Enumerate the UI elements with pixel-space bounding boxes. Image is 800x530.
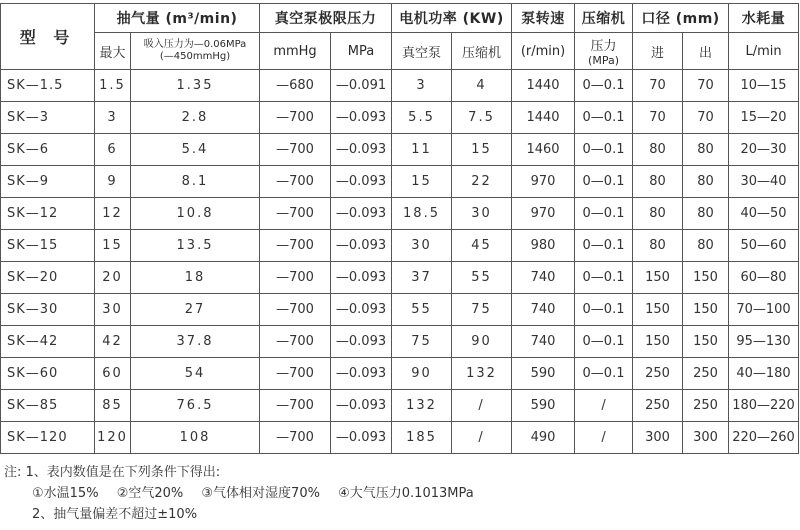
table-row [1, 294, 799, 326]
header-vacuum: 真空泵极限压力 [260, 4, 392, 33]
cell-water: 60—80 [729, 262, 799, 294]
cell-vacuum-mmhg: —700 [260, 262, 331, 294]
cell-power-pump: 185 [392, 422, 452, 454]
cell-speed: 1460 [512, 134, 575, 166]
note-line-2: 2、抽气量偏差不超过±10% [32, 507, 198, 522]
table-row [1, 422, 799, 454]
table-row [1, 198, 799, 230]
cell-vacuum-mpa: —0.093 [331, 166, 392, 198]
note-line-1: 注: 1、表内数值是在下列条件下得出: [4, 465, 221, 480]
cell-vacuum-mpa: —0.093 [331, 390, 392, 422]
cell-power-comp: 7.5 [452, 102, 512, 134]
cell-vacuum-mmhg: —700 [260, 102, 331, 134]
cell-speed: 740 [512, 262, 575, 294]
cell-flow-suction: 10.8 [131, 198, 260, 230]
cell-flow-suction: 13.5 [131, 230, 260, 262]
cell-vacuum-mpa: —0.093 [331, 358, 392, 390]
cell-speed: 980 [512, 230, 575, 262]
cell-flow-max: 15 [95, 230, 131, 262]
cell-power-comp: 75 [452, 294, 512, 326]
header-flow: 抽气量 (m³/min) [95, 4, 260, 33]
cell-diameter-out: 80 [683, 134, 729, 166]
header-diameter: 口径 (mm) [633, 4, 729, 33]
cell-vacuum-mpa: —0.093 [331, 134, 392, 166]
cell-flow-max: 12 [95, 198, 131, 230]
cell-power-comp: 30 [452, 198, 512, 230]
cell-model: SK—9 [1, 166, 95, 198]
cell-diameter-out: 70 [683, 70, 729, 102]
cell-model: SK—12 [1, 198, 95, 230]
cell-water: 95—130 [729, 326, 799, 358]
table-row [1, 358, 799, 390]
cell-speed: 490 [512, 422, 575, 454]
cell-flow-suction: 76.5 [131, 390, 260, 422]
cell-flow-suction: 54 [131, 358, 260, 390]
cell-power-comp: 4 [452, 70, 512, 102]
cell-power-comp: 55 [452, 262, 512, 294]
cell-power-pump: 75 [392, 326, 452, 358]
table-row [1, 70, 799, 102]
cell-vacuum-mpa: —0.093 [331, 262, 392, 294]
cell-vacuum-mmhg: —700 [260, 422, 331, 454]
cell-diameter-out: 250 [683, 358, 729, 390]
cell-power-comp: 90 [452, 326, 512, 358]
cell-diameter-in: 300 [633, 422, 683, 454]
header-water: 水耗量 [729, 4, 799, 33]
table-row [1, 102, 799, 134]
table-row [1, 134, 799, 166]
header-comp-pressure [575, 33, 633, 70]
note-condition-air: ②空气20% [116, 486, 184, 501]
spec-table [0, 3, 799, 454]
note-condition-pressure: ④大气压力0.1013MPa [338, 486, 474, 501]
header-power-pump: 真空泵 [392, 33, 452, 70]
table-row [1, 326, 799, 358]
cell-power-pump: 3 [392, 70, 452, 102]
cell-comp-pressure: 0—0.1 [575, 294, 633, 326]
cell-power-comp: / [452, 390, 512, 422]
cell-model: SK—20 [1, 262, 95, 294]
header-flow-suction [131, 33, 260, 70]
cell-flow-max: 3 [95, 102, 131, 134]
note-conditions [4, 483, 488, 504]
cell-vacuum-mmhg: —700 [260, 390, 331, 422]
cell-vacuum-mpa: —0.091 [331, 70, 392, 102]
cell-flow-suction: 2.8 [131, 102, 260, 134]
cell-comp-pressure: 0—0.1 [575, 326, 633, 358]
cell-vacuum-mpa: —0.093 [331, 230, 392, 262]
cell-flow-max: 120 [95, 422, 131, 454]
note-condition-water-temp: ①水温15% [32, 486, 99, 501]
header-diameter-in: 进 [633, 33, 683, 70]
cell-flow-suction: 27 [131, 294, 260, 326]
cell-comp-pressure: 0—0.1 [575, 166, 633, 198]
cell-diameter-out: 150 [683, 294, 729, 326]
cell-speed: 970 [512, 166, 575, 198]
cell-diameter-out: 80 [683, 166, 729, 198]
cell-power-comp: 22 [452, 166, 512, 198]
cell-flow-max: 30 [95, 294, 131, 326]
header-comp-pressure-title: 压缩机 [575, 4, 633, 33]
cell-vacuum-mpa: —0.093 [331, 326, 392, 358]
cell-speed: 970 [512, 198, 575, 230]
cell-diameter-in: 70 [633, 70, 683, 102]
cell-power-pump: 15 [392, 166, 452, 198]
cell-diameter-in: 250 [633, 390, 683, 422]
cell-power-pump: 11 [392, 134, 452, 166]
cell-diameter-in: 150 [633, 294, 683, 326]
notes [4, 462, 488, 525]
cell-speed: 590 [512, 390, 575, 422]
cell-vacuum-mpa: —0.093 [331, 422, 392, 454]
cell-vacuum-mpa: —0.093 [331, 294, 392, 326]
spec-table-body [1, 70, 799, 454]
header-flow-suction-line1: 吸入压力为—0.06MPa [143, 39, 247, 50]
cell-flow-suction: 8.1 [131, 166, 260, 198]
cell-model: SK—60 [1, 358, 95, 390]
header-diameter-out: 出 [683, 33, 729, 70]
cell-power-comp: 15 [452, 134, 512, 166]
cell-vacuum-mmhg: —700 [260, 134, 331, 166]
cell-diameter-in: 80 [633, 230, 683, 262]
cell-diameter-out: 300 [683, 422, 729, 454]
cell-diameter-in: 150 [633, 262, 683, 294]
cell-vacuum-mmhg: —700 [260, 294, 331, 326]
cell-flow-suction: 37.8 [131, 326, 260, 358]
table-row [1, 166, 799, 198]
cell-vacuum-mpa: —0.093 [331, 198, 392, 230]
cell-model: SK—15 [1, 230, 95, 262]
header-vacuum-mmhg: mmHg [260, 33, 331, 70]
cell-comp-pressure: / [575, 422, 633, 454]
cell-model: SK—6 [1, 134, 95, 166]
cell-water: 10—15 [729, 70, 799, 102]
cell-flow-max: 9 [95, 166, 131, 198]
cell-diameter-out: 80 [683, 198, 729, 230]
cell-diameter-in: 80 [633, 134, 683, 166]
cell-comp-pressure: 0—0.1 [575, 230, 633, 262]
cell-power-pump: 90 [392, 358, 452, 390]
cell-model: SK—42 [1, 326, 95, 358]
cell-power-pump: 30 [392, 230, 452, 262]
cell-vacuum-mmhg: —700 [260, 230, 331, 262]
header-vacuum-mpa: MPa [331, 33, 392, 70]
cell-diameter-in: 250 [633, 358, 683, 390]
cell-model: SK—120 [1, 422, 95, 454]
cell-flow-suction: 5.4 [131, 134, 260, 166]
cell-flow-max: 1.5 [95, 70, 131, 102]
header-comp-pressure-line2: 压力 [590, 39, 617, 54]
cell-diameter-out: 80 [683, 230, 729, 262]
cell-comp-pressure: 0—0.1 [575, 102, 633, 134]
cell-power-pump: 55 [392, 294, 452, 326]
cell-flow-max: 20 [95, 262, 131, 294]
cell-comp-pressure: 0—0.1 [575, 198, 633, 230]
cell-speed: 1440 [512, 102, 575, 134]
cell-flow-max: 6 [95, 134, 131, 166]
header-speed: 泵转速 [512, 4, 575, 33]
header-power: 电机功率 (KW) [392, 4, 512, 33]
cell-diameter-in: 80 [633, 166, 683, 198]
header-flow-suction-line2: (—450mmHg) [159, 51, 231, 62]
cell-speed: 1440 [512, 70, 575, 102]
cell-vacuum-mmhg: —700 [260, 198, 331, 230]
cell-comp-pressure: 0—0.1 [575, 70, 633, 102]
cell-flow-max: 60 [95, 358, 131, 390]
cell-speed: 740 [512, 294, 575, 326]
cell-water: 30—40 [729, 166, 799, 198]
table-row [1, 390, 799, 422]
cell-power-pump: 132 [392, 390, 452, 422]
cell-vacuum-mmhg: —700 [260, 326, 331, 358]
cell-vacuum-mmhg: —680 [260, 70, 331, 102]
cell-water: 50—60 [729, 230, 799, 262]
cell-comp-pressure: 0—0.1 [575, 134, 633, 166]
cell-power-comp: 132 [452, 358, 512, 390]
cell-water: 180—220 [729, 390, 799, 422]
cell-speed: 740 [512, 326, 575, 358]
header-power-comp: 压缩机 [452, 33, 512, 70]
cell-power-pump: 5.5 [392, 102, 452, 134]
cell-flow-max: 42 [95, 326, 131, 358]
cell-flow-suction: 1.35 [131, 70, 260, 102]
cell-water: 220—260 [729, 422, 799, 454]
cell-diameter-out: 150 [683, 326, 729, 358]
cell-model: SK—1.5 [1, 70, 95, 102]
cell-comp-pressure: 0—0.1 [575, 358, 633, 390]
note-condition-humidity: ③气体相对湿度70% [201, 486, 320, 501]
cell-water: 15—20 [729, 102, 799, 134]
cell-power-comp: / [452, 422, 512, 454]
cell-flow-suction: 18 [131, 262, 260, 294]
cell-water: 40—50 [729, 198, 799, 230]
cell-vacuum-mmhg: —700 [260, 166, 331, 198]
cell-speed: 590 [512, 358, 575, 390]
table-row [1, 262, 799, 294]
cell-vacuum-mmhg: —700 [260, 358, 331, 390]
cell-flow-max: 85 [95, 390, 131, 422]
cell-comp-pressure: 0—0.1 [575, 262, 633, 294]
cell-diameter-out: 150 [683, 262, 729, 294]
header-water-unit: L/min [729, 33, 799, 70]
cell-power-pump: 37 [392, 262, 452, 294]
cell-vacuum-mpa: —0.093 [331, 102, 392, 134]
cell-model: SK—85 [1, 390, 95, 422]
cell-power-pump: 18.5 [392, 198, 452, 230]
cell-diameter-in: 80 [633, 198, 683, 230]
cell-model: SK—3 [1, 102, 95, 134]
cell-model: SK—30 [1, 294, 95, 326]
cell-comp-pressure: / [575, 390, 633, 422]
cell-diameter-out: 70 [683, 102, 729, 134]
cell-flow-suction: 108 [131, 422, 260, 454]
header-speed-unit: (r/min) [512, 33, 575, 70]
header-flow-max: 最大 [95, 33, 131, 70]
cell-water: 20—30 [729, 134, 799, 166]
cell-water: 40—180 [729, 358, 799, 390]
cell-power-comp: 45 [452, 230, 512, 262]
cell-diameter-in: 150 [633, 326, 683, 358]
cell-water: 70—100 [729, 294, 799, 326]
header-model: 型 号 [1, 4, 95, 70]
table-row [1, 230, 799, 262]
header-comp-pressure-unit: (MPa) [588, 54, 619, 67]
cell-diameter-out: 250 [683, 390, 729, 422]
cell-diameter-in: 70 [633, 102, 683, 134]
